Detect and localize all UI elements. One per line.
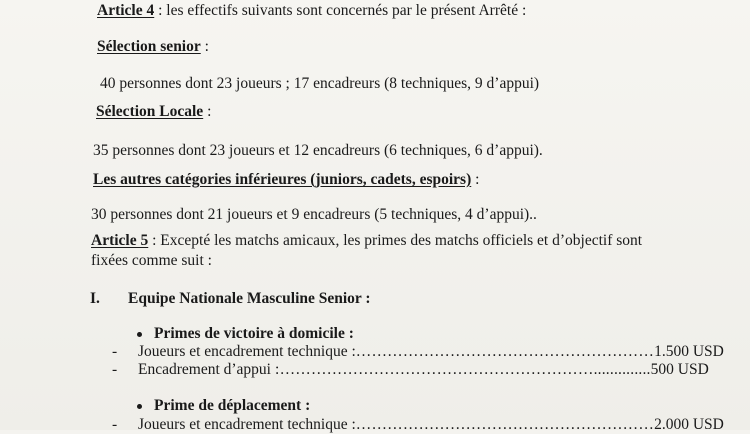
autres-heading-text: Les autres catégories inférieures (juniors, cadets, espoirs) <box>93 171 472 188</box>
senior-heading-suffix: : <box>200 38 209 55</box>
locale-heading-suffix: : <box>203 103 212 120</box>
article4-label: Article 4 <box>97 2 155 19</box>
autres-text: 30 personnes dont 21 joueurs et 9 encadreurs (5 techniques, 4 d’appui).. <box>91 206 537 223</box>
victoire-heading-text: Primes de victoire à domicile : <box>154 325 354 342</box>
locale-heading-text: Sélection Locale <box>96 103 204 120</box>
autres-heading <box>93 171 479 189</box>
bullet-icon <box>137 332 142 337</box>
victoire-row-1 <box>112 343 724 361</box>
victoire-row-2 <box>112 361 709 379</box>
locale-heading <box>96 103 211 121</box>
deplacement-row-1 <box>112 416 724 434</box>
deplacement-heading-text: Prime de déplacement : <box>154 397 311 414</box>
autres-heading-suffix: : <box>471 171 480 188</box>
dash-marker: - <box>112 416 118 433</box>
article5-text-line1: : Excepté les matchs amicaux, les primes des matchs officiels et d’objectif sont <box>148 232 643 249</box>
senior-text: 40 personnes dont 23 joueurs ; 17 encadreurs (8 techniques, 9 d’appui) <box>100 75 540 92</box>
article5-line1 <box>91 232 642 250</box>
deplacement-row-1-label: Joueurs et encadrement technique : <box>138 416 356 433</box>
victoire-row-1-amount: 1.500 USD <box>654 343 724 360</box>
dash-marker: - <box>112 343 118 360</box>
article4-text: : les effectifs suivants sont concernés par le présent Arrêté : <box>154 2 527 19</box>
locale-text: 35 personnes dont 23 joueurs et 12 encadreurs (6 techniques, 6 d’appui). <box>93 142 543 159</box>
victoire-row-1-dots: ………………………………………………… <box>355 343 655 360</box>
dash-marker: - <box>112 361 118 378</box>
victoire-heading <box>137 325 354 343</box>
section1-title: Equipe Nationale Masculine Senior : <box>128 290 371 307</box>
deplacement-row-1-amount: 2.000 USD <box>654 416 724 433</box>
deplacement-row-1-dots: ………………………………………………… <box>355 416 655 433</box>
article5-label: Article 5 <box>91 232 149 249</box>
deplacement-heading <box>137 397 310 415</box>
bullet-icon <box>137 404 142 409</box>
victoire-row-2-label: Encadrement d’appui <box>138 361 271 378</box>
senior-heading <box>97 38 209 56</box>
senior-heading-text: Sélection senior <box>97 38 201 55</box>
section1-heading <box>90 290 371 308</box>
victoire-row-1-label: Joueurs et encadrement technique : <box>138 343 356 360</box>
article5-text-line2: fixées comme suit : <box>91 252 212 269</box>
victoire-row-2-amount: 500 USD <box>650 361 709 378</box>
victoire-row-2-dots: :…………………………………………………….............. <box>270 361 651 378</box>
article4-line <box>97 2 526 20</box>
section1-number: I. <box>90 290 100 307</box>
